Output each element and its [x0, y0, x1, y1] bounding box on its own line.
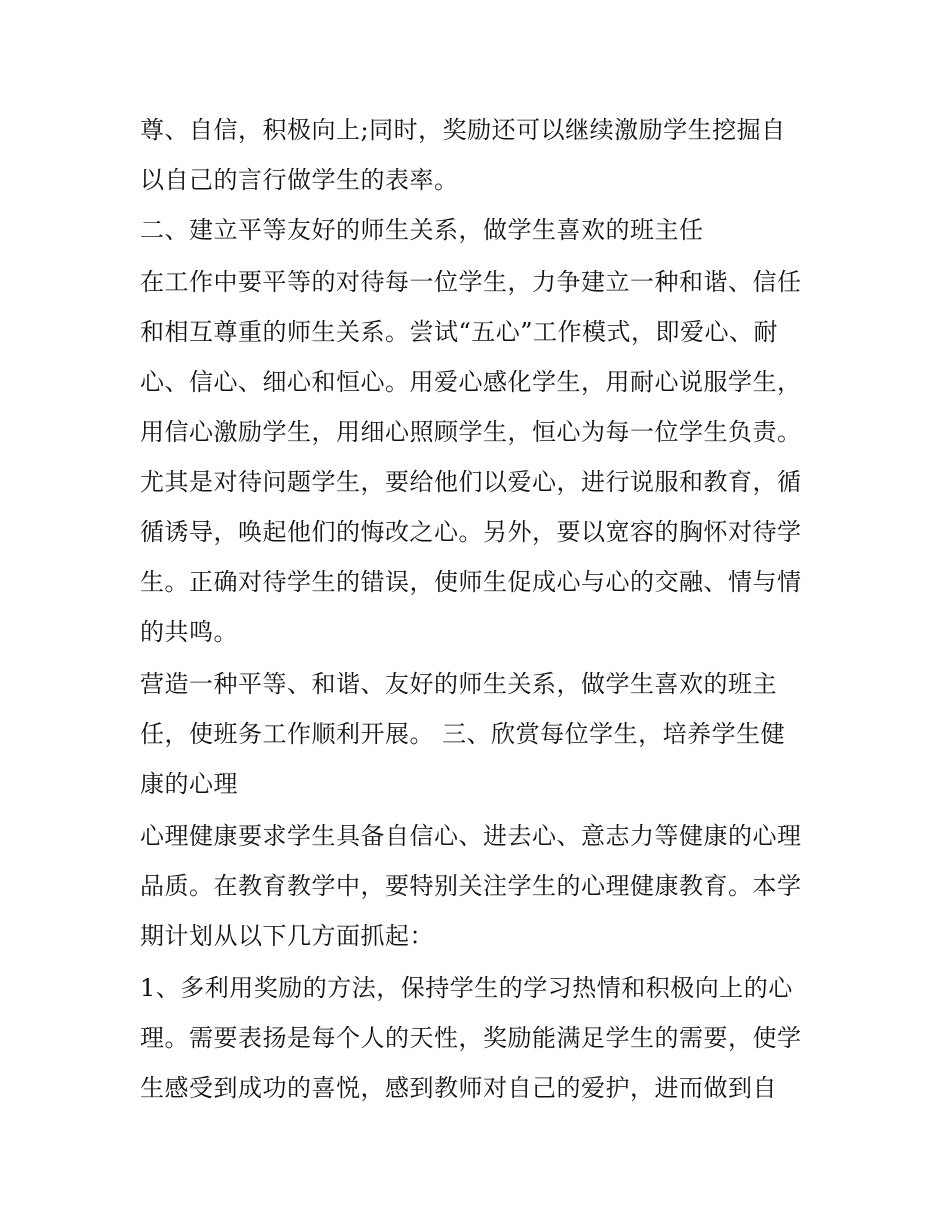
text-line: 以自己的言行做学生的表率。: [140, 166, 459, 194]
text-line: 尤其是对待问题学生，要给他们以爱心，进行说服和教育，循: [140, 468, 802, 496]
text-line: 品质。在教育教学中，要特别关注学生的心理健康教育。本学: [140, 872, 802, 900]
text-line: 心理健康要求学生具备自信心、进去心、意志力等健康的心理: [140, 822, 802, 850]
text-line: 生。正确对待学生的错误，使师生促成心与心的交融、情与情: [140, 568, 802, 596]
list-item: 1、多利用奖励的方法，保持学生的学习热情和积极向上的心: [140, 974, 793, 1002]
text-line: 用信心激励学生，用细心照顾学生，恒心为每一位学生负责。: [140, 418, 802, 446]
text-line: 尊、自信，积极向上;同时，奖励还可以继续激励学生挖掘自: [140, 116, 786, 144]
text-line: 康的心理: [140, 770, 238, 798]
text-line: 期计划从以下几方面抓起：: [140, 922, 434, 950]
text-line: 营造一种平等、和谐、友好的师生关系，做学生喜欢的班主: [140, 670, 777, 698]
text-line: 任，使班务工作顺利开展。 三、欣赏每位学生，培养学生健: [140, 720, 786, 748]
text-line: 心、信心、细心和恒心。用爱心感化学生，用耐心说服学生，: [140, 368, 802, 396]
text-line: 循诱导，唤起他们的悔改之心。另外，要以宽容的胸怀对待学: [140, 518, 802, 546]
text-line: 生感受到成功的喜悦，感到教师对自己的爱护，进而做到自: [140, 1074, 777, 1102]
section-heading: 二、建立平等友好的师生关系，做学生喜欢的班主任: [140, 216, 704, 244]
text-line: 和相互尊重的师生关系。尝试“五心”工作模式，即爱心、耐: [140, 318, 779, 346]
text-line: 的共鸣。: [140, 618, 238, 646]
text-line: 理。需要表扬是每个人的天性，奖励能满足学生的需要，使学: [140, 1024, 802, 1052]
text-line: 在工作中要平等的对待每一位学生，力争建立一种和谐、信任: [140, 268, 802, 296]
